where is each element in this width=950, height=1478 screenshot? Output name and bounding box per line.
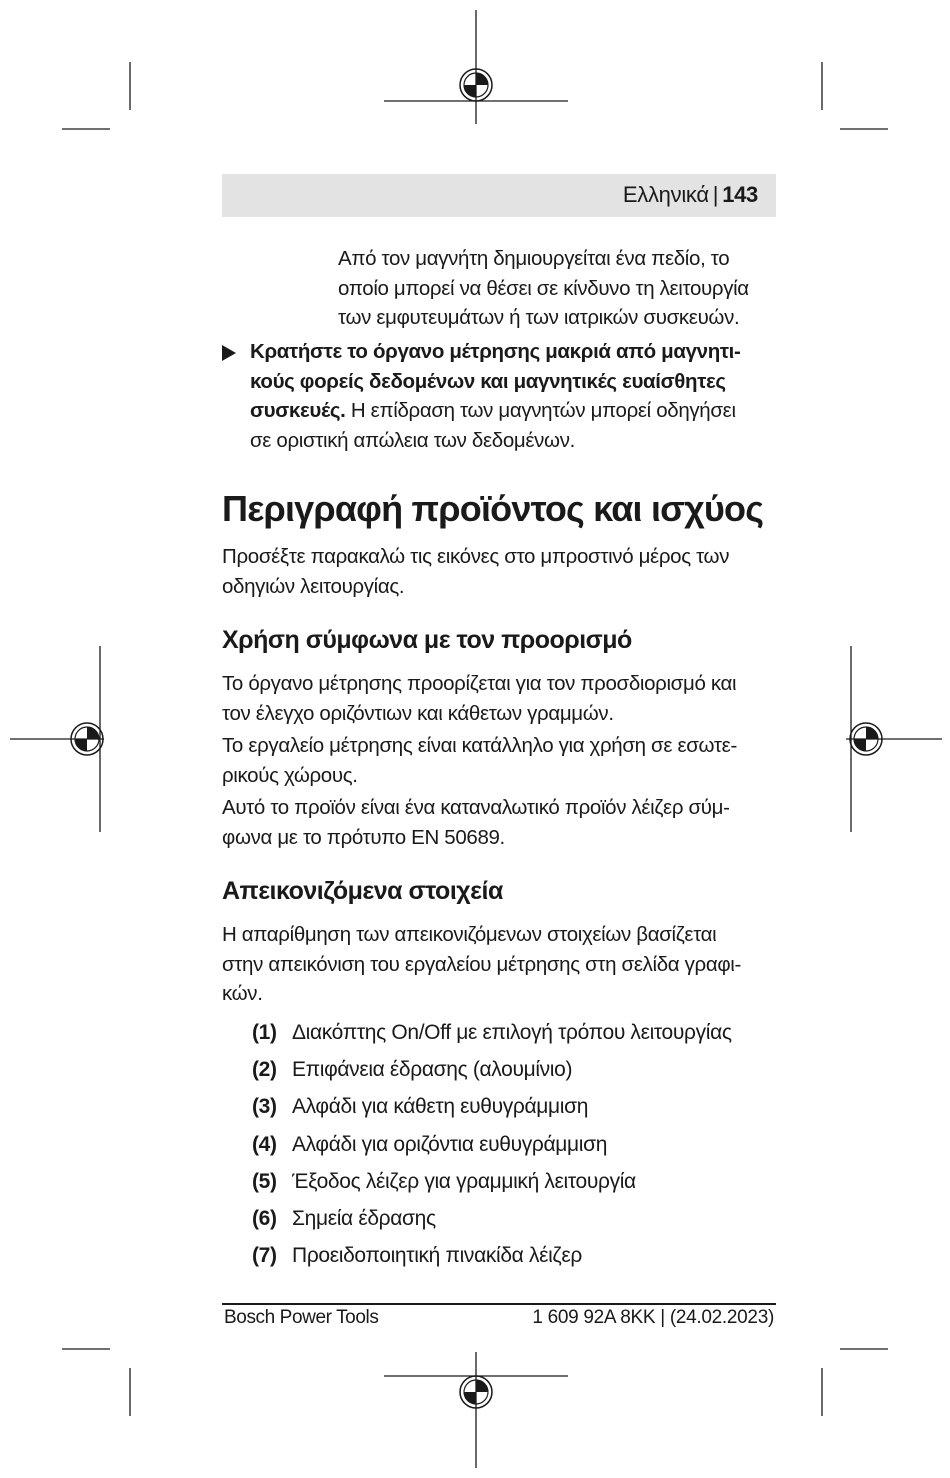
item-label: Διακόπτης On/Off με επιλογή τρόπου λειτουργίας bbox=[292, 1020, 732, 1044]
registration-target-right bbox=[850, 723, 882, 755]
registration-target-bottom bbox=[460, 1376, 492, 1408]
list-item bbox=[252, 1051, 782, 1088]
footer-doc-id: 1 609 92A 8KK | (24.02.2023) bbox=[532, 1307, 774, 1328]
item-number: (4) bbox=[252, 1132, 277, 1156]
intended-use-line: φωνα με το πρότυπο EN 50689. bbox=[222, 825, 505, 849]
list-item bbox=[252, 1126, 782, 1163]
intended-use-heading: Χρήση σύμφωνα με τον προορισμό bbox=[222, 626, 632, 654]
section-intro-line: οδηγιών λειτουργίας. bbox=[222, 574, 405, 598]
item-label: Έξοδος λέιζερ για γραμμική λειτουργία bbox=[292, 1169, 636, 1193]
components-heading: Απεικονιζόμενα στοιχεία bbox=[222, 877, 503, 905]
list-item bbox=[252, 1200, 782, 1237]
registration-target-left bbox=[71, 723, 103, 755]
item-label: Αλφάδι για οριζόντια ευθυγράμμιση bbox=[292, 1132, 608, 1156]
intro-line: των εμφυτευμάτων ή των ιατρικών συσκευών. bbox=[338, 306, 740, 329]
warning-bullet bbox=[222, 337, 778, 455]
intended-use-line: Το εργαλείο μέτρησης είναι κατάλληλο για χρήση σε εσωτε- bbox=[222, 734, 737, 757]
section-intro-line: Προσέξτε παρακαλώ τις εικόνες στο μπροστινό μέρος των bbox=[222, 545, 730, 568]
item-label: Αλφάδι για κάθετη ευθυγράμμιση bbox=[292, 1095, 589, 1119]
item-number: (1) bbox=[252, 1020, 277, 1044]
section-title: Περιγραφή προϊόντος και ισχύος bbox=[222, 488, 764, 529]
warning-text bbox=[250, 337, 778, 455]
warning-bold-end: συσκευές. bbox=[250, 399, 346, 422]
header-separator: | bbox=[712, 182, 719, 207]
components-intro-line: κών. bbox=[222, 982, 263, 1005]
footer-brand: Bosch Power Tools bbox=[224, 1307, 379, 1328]
intended-use-line: Αυτό το προϊόν είναι ένα καταναλωτικό προϊόν λέιζερ σύμ- bbox=[222, 796, 730, 819]
item-number: (3) bbox=[252, 1095, 277, 1119]
components-intro-line: Η απαρίθμηση των απεικονιζόμενων στοιχείων βασίζεται bbox=[222, 923, 717, 946]
item-label: Προειδοποιητική πινακίδα λέιζερ bbox=[292, 1244, 582, 1268]
intended-use-line: Το όργανο μέτρησης προορίζεται για τον προσδιορισμό και bbox=[222, 672, 737, 695]
item-label: Επιφάνεια έδρασης (αλουμίνιο) bbox=[292, 1057, 573, 1081]
item-label: Σημεία έδρασης bbox=[292, 1207, 436, 1231]
header-language: Ελληνικά bbox=[622, 182, 709, 207]
intro-paragraph bbox=[338, 244, 778, 333]
components-intro bbox=[222, 920, 778, 1009]
list-item bbox=[252, 1089, 782, 1126]
warning-mixed-line bbox=[250, 396, 778, 426]
bullet-triangle-icon bbox=[222, 345, 236, 361]
list-item bbox=[252, 1163, 782, 1200]
page-number: 143 bbox=[722, 182, 758, 207]
section-intro bbox=[222, 542, 778, 601]
header-text bbox=[623, 182, 758, 208]
item-number: (6) bbox=[252, 1207, 277, 1231]
item-number: (2) bbox=[252, 1057, 277, 1081]
components-list bbox=[252, 1014, 782, 1275]
warning-last-line: σε οριστική απώλεια των δεδομένων. bbox=[250, 428, 575, 452]
intended-use-line: τον έλεγχο οριζόντιων και κάθετων γραμμών. bbox=[222, 701, 614, 725]
intended-use-body bbox=[222, 669, 778, 852]
list-item bbox=[252, 1014, 782, 1051]
intro-line: οποίο μπορεί να θέσει σε κίνδυνο τη λειτουργία bbox=[338, 276, 749, 300]
intended-use-line: ρικούς χώρους. bbox=[222, 763, 358, 787]
page-header bbox=[222, 174, 776, 217]
footer-divider bbox=[222, 1303, 776, 1305]
warning-bold-line: κούς φορείς δεδομένων και μαγνητικές ευαίσθητες bbox=[250, 369, 726, 393]
list-item bbox=[252, 1238, 782, 1275]
registration-target-top bbox=[460, 69, 492, 101]
warning-normal-rest: Η επίδραση των μαγνητών μπορεί οδηγήσει bbox=[345, 399, 736, 422]
item-number: (5) bbox=[252, 1169, 277, 1193]
item-number: (7) bbox=[252, 1244, 277, 1268]
components-intro-line: στην απεικόνιση του εργαλείου μέτρησης στη σελίδα γραφι- bbox=[222, 952, 741, 976]
intro-line: Από τον μαγνήτη δημιουργείται ένα πεδίο, το bbox=[338, 247, 730, 270]
warning-bold-line: Κρατήστε το όργανο μέτρησης μακριά από μαγνητι- bbox=[250, 340, 741, 363]
